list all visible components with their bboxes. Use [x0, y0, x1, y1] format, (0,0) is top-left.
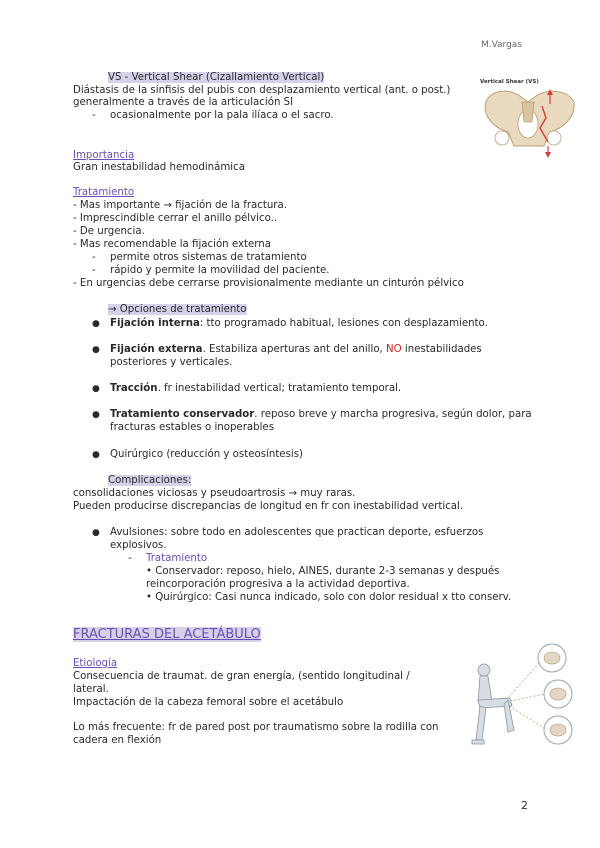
vs-dash: - — [92, 110, 96, 121]
bullet-dot: ● — [92, 319, 100, 329]
pelvis-vertical-shear-figure — [478, 72, 580, 158]
avulsiones-line-2: explosivos. — [110, 540, 167, 551]
opcion-conservador: Tratamiento conservador. reposo breve y marcha progresiva, según dolor, para — [110, 409, 532, 420]
etiologia-line-5: cadera en flexión — [73, 735, 162, 746]
acetabulo-title: FRACTURAS DEL ACETÁBULO — [73, 627, 261, 642]
opcion-conservador-cont: fracturas estables o inoperables — [110, 422, 274, 433]
tratamiento-line: - De urgencia. — [73, 226, 145, 237]
etiologia-line-1: Consecuencia de traumat. de gran energía, (sentido longitudinal / — [73, 671, 410, 682]
bullet-dot: ● — [92, 345, 100, 355]
opciones-heading: → Opciones de tratamiento — [108, 304, 247, 315]
opcion-fijacion-interna: Fijación interna: tto programado habitual, lesiones con desplazamiento. — [110, 318, 488, 329]
importancia-text: Gran inestabilidad hemodinámica — [73, 162, 245, 173]
etiologia-heading: Etiología — [73, 658, 118, 669]
etiologia-line-3: Impactación de la cabeza femoral sobre el acetábulo — [73, 697, 344, 708]
opcion-fijacion-externa-cont: posteriores y verticales. — [110, 357, 233, 368]
figure-label: Vertical Shear (VS) — [480, 79, 539, 85]
vs-dash-item: ocasionalmente por la pala ilíaca o el sacro. — [110, 110, 334, 121]
tratamiento-sub-item: permite otros sistemas de tratamiento — [110, 252, 307, 263]
page-number: 2 — [521, 799, 528, 812]
complicaciones-line-2: Pueden producirse discrepancias de longitud en fr con inestabilidad vertical. — [73, 501, 464, 512]
avulsiones-conservador-1: • Conservador: reposo, hielo, AINES, durante 2-3 semanas y después — [146, 566, 500, 577]
tratamiento-urgencias: - En urgencias debe cerrarse provisionalmente mediante un cinturón pélvico — [73, 278, 464, 289]
opcion-fijacion-externa: Fijación externa. Estabiliza aperturas ant del anillo, NO inestabilidades — [110, 344, 482, 355]
author-label: M.Vargas — [480, 40, 522, 50]
opcion-quirurgico: Quirúrgico (reducción y osteosíntesis) — [110, 449, 303, 460]
tratamiento-sub-item: rápido y permite la movilidad del paciente. — [110, 265, 330, 276]
importancia-heading: Importancia — [73, 150, 135, 161]
bullet-dot: ● — [92, 528, 100, 538]
sub-dash: - — [92, 252, 96, 263]
complicaciones-line-1: consolidaciones viciosas y pseudoartrosis → muy raras. — [73, 488, 356, 499]
etiologia-line-2: lateral. — [73, 684, 109, 695]
vs-line-2: generalmente a través de la articulación SI — [73, 97, 294, 108]
vs-heading: VS - Vertical Shear (Cizallamiento Vertical) — [108, 72, 325, 83]
bullet-dot: ● — [92, 450, 100, 460]
avulsiones-tratamiento-label: Tratamiento — [146, 553, 208, 564]
complicaciones-heading: Complicaciones: — [108, 475, 192, 486]
sub-dash: - — [128, 553, 132, 564]
vs-line-1: Diástasis de la sínfisis del pubis con desplazamiento vertical (ant. o post.) — [73, 85, 451, 96]
opcion-traccion: Tracción. fr inestabilidad vertical; tratamiento temporal. — [110, 383, 402, 394]
sub-dash: - — [92, 265, 96, 276]
tratamiento-line: - Mas importante → fijación de la fractura. — [73, 200, 287, 211]
acetabular-mechanism-figure — [462, 640, 580, 752]
bullet-dot: ● — [92, 410, 100, 420]
bullet-dot: ● — [92, 384, 100, 394]
tratamiento-line: - Mas recomendable la fijación externa — [73, 239, 271, 250]
avulsiones-line-1: Avulsiones: sobre todo en adolescentes que practican deporte, esfuerzos — [110, 527, 484, 538]
tratamiento-line: - Imprescindible cerrar el anillo pélvico.. — [73, 213, 278, 224]
tratamiento-heading: Tratamiento — [73, 187, 135, 198]
avulsiones-conservador-2: reincorporación progresiva a la actividad deportiva. — [146, 579, 410, 590]
etiologia-line-4: Lo más frecuente: fr de pared post por traumatismo sobre la rodilla con — [73, 722, 439, 733]
avulsiones-quirurgico: • Quirúrgico: Casi nunca indicado, solo con dolor residual x tto conserv. — [146, 592, 512, 603]
